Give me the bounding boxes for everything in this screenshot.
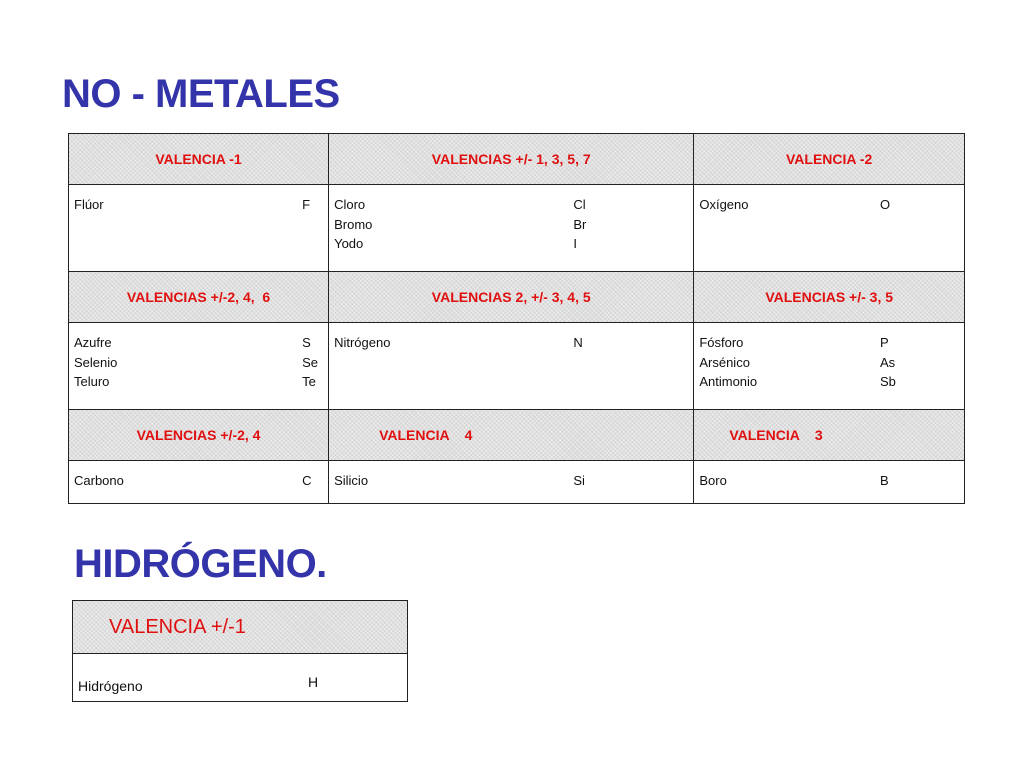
element-symbol: Sb — [880, 374, 896, 389]
element-entry — [329, 471, 693, 491]
hydrogen-table — [72, 600, 408, 702]
element-entry — [329, 215, 693, 235]
element-entry — [329, 234, 693, 254]
element-symbol: Cl — [573, 197, 586, 212]
elements-cell — [329, 323, 694, 410]
element-symbol: P — [880, 335, 889, 350]
elements-cell — [329, 461, 694, 504]
element-entry — [69, 353, 328, 373]
element-symbol: F — [302, 197, 311, 212]
element-entry — [69, 195, 328, 215]
valence-header — [69, 134, 329, 185]
elements-cell — [694, 323, 965, 410]
valence-header — [329, 134, 694, 185]
element-name: Nitrógeno — [334, 335, 391, 350]
elements-cell — [694, 185, 965, 272]
element-name: Arsénico — [699, 354, 750, 370]
valence-label: VALENCIA -2 — [786, 151, 873, 167]
element-entry — [694, 353, 964, 373]
element-name: Antimonio — [699, 374, 758, 389]
element-entry — [73, 672, 407, 692]
element-symbol: O — [880, 197, 891, 212]
non-metals-table — [68, 133, 965, 504]
element-entry — [694, 471, 964, 491]
valence-label: VALENCIA +/-1 — [109, 615, 246, 638]
valence-label: VALENCIA -1 — [155, 151, 242, 167]
valence-header-row — [69, 134, 965, 185]
element-symbol: S — [302, 335, 311, 350]
valence-label: VALENCIA 4 — [379, 427, 473, 443]
valence-header-row — [73, 601, 408, 654]
elements-row — [69, 323, 965, 410]
element-name: Silicio — [334, 473, 369, 488]
valence-header — [329, 272, 694, 323]
valence-header — [694, 134, 965, 185]
elements-row — [73, 654, 408, 702]
element-symbol: H — [308, 674, 319, 690]
valence-header — [73, 601, 408, 654]
valence-label: VALENCIAS +/-2, 4 — [136, 427, 261, 443]
element-symbol: C — [302, 473, 312, 488]
element-name: Selenio — [74, 354, 118, 370]
elements-cell — [329, 185, 694, 272]
valence-header — [69, 272, 329, 323]
elements-row — [69, 185, 965, 272]
elements-cell — [69, 461, 329, 504]
element-entry — [694, 333, 964, 353]
element-symbol: N — [573, 335, 583, 350]
valence-label: VALENCIAS +/- 1, 3, 5, 7 — [431, 151, 591, 167]
element-name: Teluro — [74, 374, 110, 389]
element-symbol: Si — [573, 473, 585, 488]
element-name: Yodo — [334, 236, 364, 251]
valence-header — [694, 410, 965, 461]
element-symbol: Br — [573, 216, 587, 232]
element-name: Carbono — [74, 473, 124, 488]
valence-header — [69, 410, 329, 461]
element-symbol: I — [573, 236, 577, 251]
element-entry — [694, 372, 964, 392]
element-name: Oxígeno — [699, 197, 749, 212]
valence-header-row — [69, 272, 965, 323]
valence-header — [694, 272, 965, 323]
title-non-metals: NO - METALES — [62, 72, 340, 116]
element-name: Hidrógeno — [78, 678, 143, 694]
valence-label: VALENCIA 3 — [729, 427, 823, 443]
element-entry — [329, 333, 693, 353]
element-entry — [694, 195, 964, 215]
elements-cell — [694, 461, 965, 504]
element-name: Flúor — [74, 197, 104, 212]
elements-cell — [73, 654, 408, 702]
element-name: Fósforo — [699, 335, 744, 350]
valence-label: VALENCIAS 2, +/- 3, 4, 5 — [431, 289, 591, 305]
element-name: Cloro — [334, 197, 366, 212]
elements-cell — [69, 323, 329, 410]
element-name: Boro — [699, 473, 727, 488]
elements-cell — [69, 185, 329, 272]
valence-header — [329, 410, 694, 461]
valence-header-row — [69, 410, 965, 461]
element-entry — [69, 471, 328, 491]
element-entry — [69, 372, 328, 392]
element-entry — [69, 333, 328, 353]
element-entry — [329, 195, 693, 215]
title-hydrogen: HIDRÓGENO. — [74, 542, 327, 586]
element-name: Azufre — [74, 335, 112, 350]
element-symbol: As — [880, 354, 896, 370]
element-name: Bromo — [334, 216, 373, 232]
element-symbol: Te — [302, 374, 316, 389]
valence-label: VALENCIAS +/-2, 4, 6 — [126, 289, 271, 305]
element-symbol: Se — [302, 354, 318, 370]
elements-row — [69, 461, 965, 504]
valence-label: VALENCIAS +/- 3, 5 — [765, 289, 894, 305]
element-symbol: B — [880, 473, 889, 488]
